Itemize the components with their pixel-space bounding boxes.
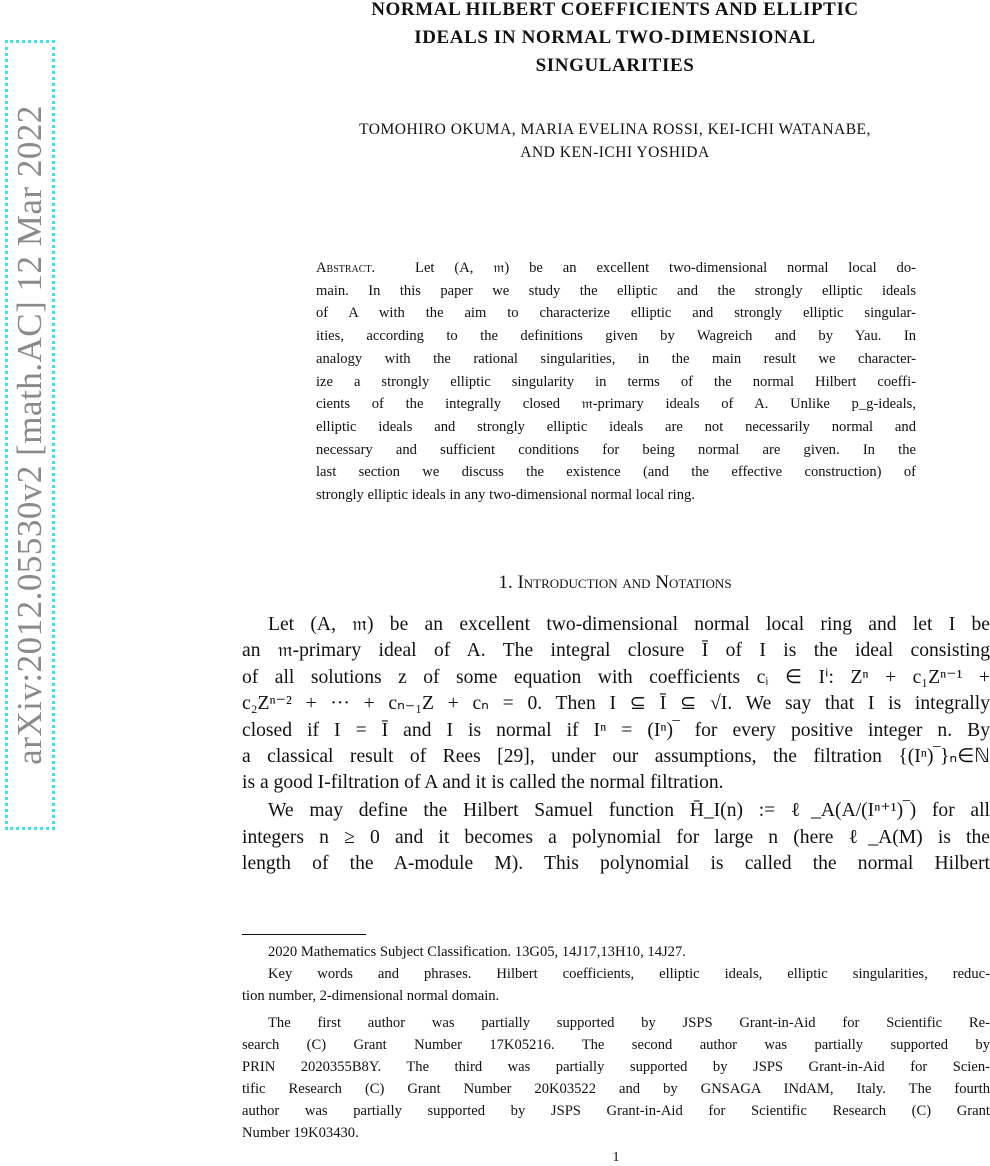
body-line: closed if I = Ī and I is normal if Iⁿ = (Iⁿ)‾ for every positive integer n. By [242,719,990,741]
abstract-line: main. In this paper we study the elliptic and the strongly elliptic ideals [316,282,916,299]
section-title: Introduction and Notations [517,572,732,593]
footnote-support: PRIN 2020355B8Y. The third was partially supported by JSPS Grant-in-Aid for Scien- [242,1059,990,1075]
abstract-line: ize a strongly elliptic singularity in terms of the normal Hilbert coeffi- [316,373,916,390]
body-line: Let (A, 𝔪) be an excellent two-dimensional normal local ring and let I be [268,614,990,635]
abstract-line: of A with the aim to characterize elliptic and strongly elliptic singular- [316,305,916,322]
title-line: SINGULARITIES [535,55,695,76]
body-line: length of the A-module M). This polynomial is called the normal Hilbert [242,853,990,875]
abstract-label: Abstract. [316,260,376,276]
abstract-line: elliptic ideals and strongly elliptic ideals are not necessarily normal and [316,418,916,435]
body-line: c₂Zⁿ⁻² + ··· + cₙ₋₁Z + cₙ = 0. Then I ⊆ Ī ⊆ √I. We say that I is integrally [242,693,990,715]
arxiv-stamp [5,40,55,830]
body-text [242,612,990,878]
abstract-line: strongly elliptic ideals in any two-dimensional normal local ring. [316,487,695,504]
body-line: We may define the Hilbert Samuel function H̄_I(n) := ℓ_A(A/(Iⁿ⁺¹)‾) for all [268,800,990,822]
body-line: is a good I-filtration of A and it is called the normal filtration. [242,772,724,794]
footnote-support: The first author was partially supported by JSPS Grant-in-Aid for Scientific Re- [268,1015,990,1031]
abstract-line: Let (A, 𝔪) be an excellent two-dimensional normal local do- [415,260,917,276]
author-line: TOMOHIRO OKUMA, MARIA EVELINA ROSSI, KEI-ICHI WATANABE, [359,121,871,138]
footnote-keywords: tion number, 2-dimensional normal domain. [242,988,500,1004]
arxiv-identifier: arXiv:2012.05530v2 [math.AC] 12 Mar 2022 [10,105,49,765]
footnote-support: tific Research (C) Grant Number 20K03522 and by GNSAGA INdAM, Italy. The fourth [242,1081,990,1097]
footnote-support: search (C) Grant Number 17K05216. The second author was partially supported by [242,1037,990,1053]
footnote-msc: 2020 Mathematics Subject Classification. 13G05, 14J17,13H10, 14J27. [268,944,686,960]
footnote-support: author was partially supported by JSPS Grant-in-Aid for Scientific Research (C) Grant [242,1103,990,1119]
footnote-support: Number 19K03430. [242,1125,359,1141]
section-heading [240,572,990,594]
abstract [316,257,916,507]
paper-title [240,0,990,80]
title-line: NORMAL HILBERT COEFFICIENTS AND ELLIPTIC [371,0,859,20]
title-line: IDEALS IN NORMAL TWO-DIMENSIONAL [414,27,816,48]
abstract-line: ities, according to the definitions given by Wagreich and by Yau. In [316,328,916,345]
footnote-rule [242,934,366,935]
abstract-line: necessary and sufficient conditions for being normal are given. In the [316,441,916,458]
footnote-keywords: Key words and phrases. Hilbert coefficients, elliptic ideals, elliptic singularities, reduc- [268,966,990,982]
author-line: AND KEN-ICHI YOSHIDA [520,144,710,161]
page-number: 1 [612,1150,620,1165]
abstract-line: last section we discuss the existence (and the effective construction) of [316,464,916,481]
abstract-line: analogy with the rational singularities, in the main result we character- [316,350,916,367]
abstract-line: cients of the integrally closed 𝔪-primary ideals of A. Unlike p_g-ideals, [316,396,916,413]
body-line: an 𝔪-primary ideal of A. The integral closure Ī of I is the ideal consisting [242,640,990,662]
footnotes [242,941,990,1144]
body-line: integers n ≥ 0 and it becomes a polynomial for large n (here ℓ_A(M) is the [242,826,990,848]
section-number: 1. [498,572,513,593]
body-line: a classical result of Rees [29], under our assumptions, the filtration {(Iⁿ)‾}ₙ∈ℕ [242,746,990,768]
authors [240,118,990,164]
body-line: of all solutions z of some equation with coefficients cᵢ ∈ Iⁱ: Zⁿ + c₁Zⁿ⁻¹ + [242,666,990,688]
